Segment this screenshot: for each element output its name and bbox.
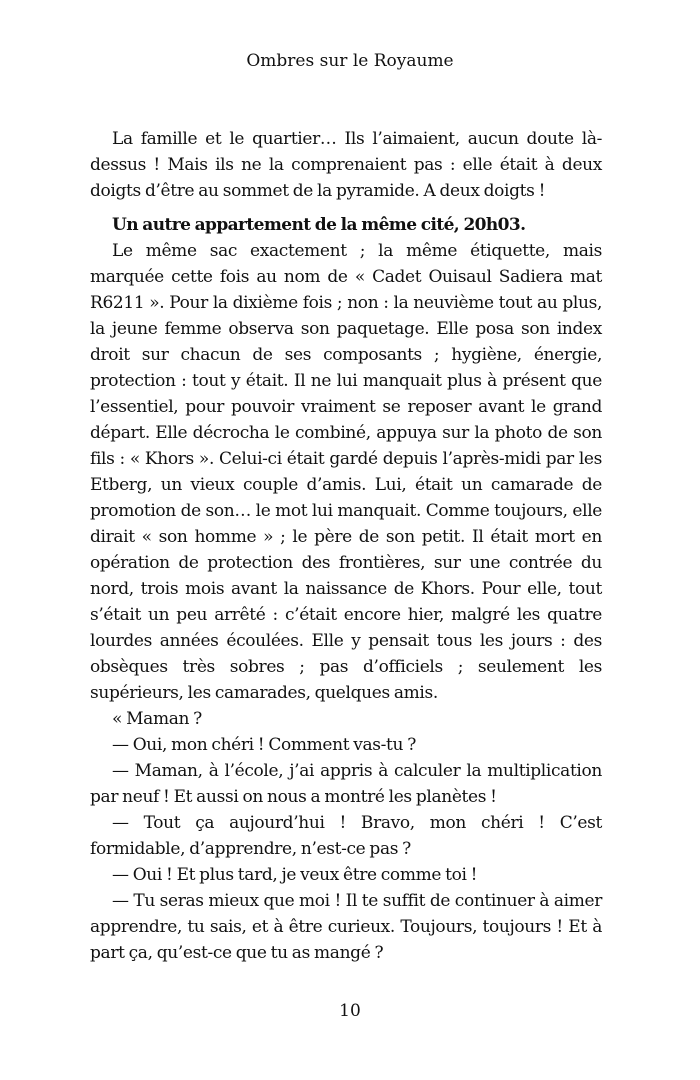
page-number: 10 <box>339 1001 361 1021</box>
dialogue-line: — Tout ça aujourd’hui ! Bravo, mon chéri ! C’est formidable, d’apprendre, n’est-ce pas ? <box>90 813 602 859</box>
paragraph: La famille et le quartier… Ils l’aimaient, aucun doute là-dessus ! Mais ils ne la comprenaient pas : elle était à deux doigts d’être au sommet de la pyramide. A deux doigts ! <box>90 129 602 201</box>
dialogue-line: — Oui, mon chéri ! Comment vas-tu ? <box>112 735 416 755</box>
dialogue-line: — Maman, à l’école, j’ai appris à calculer la multiplication par neuf ! Et aussi on nous a montré les planètes ! <box>90 761 602 807</box>
dialogue-line: — Oui ! Et plus tard, je veux être comme toi ! <box>112 865 478 885</box>
body-text <box>90 126 602 966</box>
section-heading: Un autre appartement de la même cité, 20h03. <box>112 215 526 235</box>
paragraph: Le même sac exactement ; la même étiquette, mais marquée cette fois au nom de « Cadet Ouisaul Sadiera mat R6211 ». Pour la dixième fois ; non : la neuvième tout au plus, la jeune femme observa son paquetage. Elle posa son index droit sur chacun de ses composants ; hygiène, énergie, protection : tout y était. Il ne lui manquait plus à présent que l’essentiel, pour pouvoir vraiment se reposer avant le grand départ. Elle décrocha le combiné, appuya sur la photo de son fils : « Khors ». Celui-ci était gardé depuis l’après-midi par les Etberg, un vieux couple d’amis. Lui, était un camarade de promotion de son… le mot lui manquait. Comme toujours, elle dirait « son homme » ; le père de son petit. Il était mort en opération de protection des frontières, sur une contrée du nord, trois mois avant la naissance de Khors. Pour elle, tout s’était un peu arrêté : c’était encore hier, malgré les quatre lourdes années écoulées. Elle y pensait tous les jours : des obsèques très sobres ; pas d’officiels ; seulement les supérieurs, les camarades, quelques amis. <box>90 241 602 703</box>
dialogue-line: — Tu seras mieux que moi ! Il te suffit de continuer à aimer apprendre, tu sais, et à être curieux. Toujours, toujours ! Et à part ça, qu’est-ce que tu as mangé ? <box>90 891 602 963</box>
running-head: Ombres sur le Royaume <box>246 51 454 71</box>
dialogue-line: « Maman ? <box>112 709 202 729</box>
